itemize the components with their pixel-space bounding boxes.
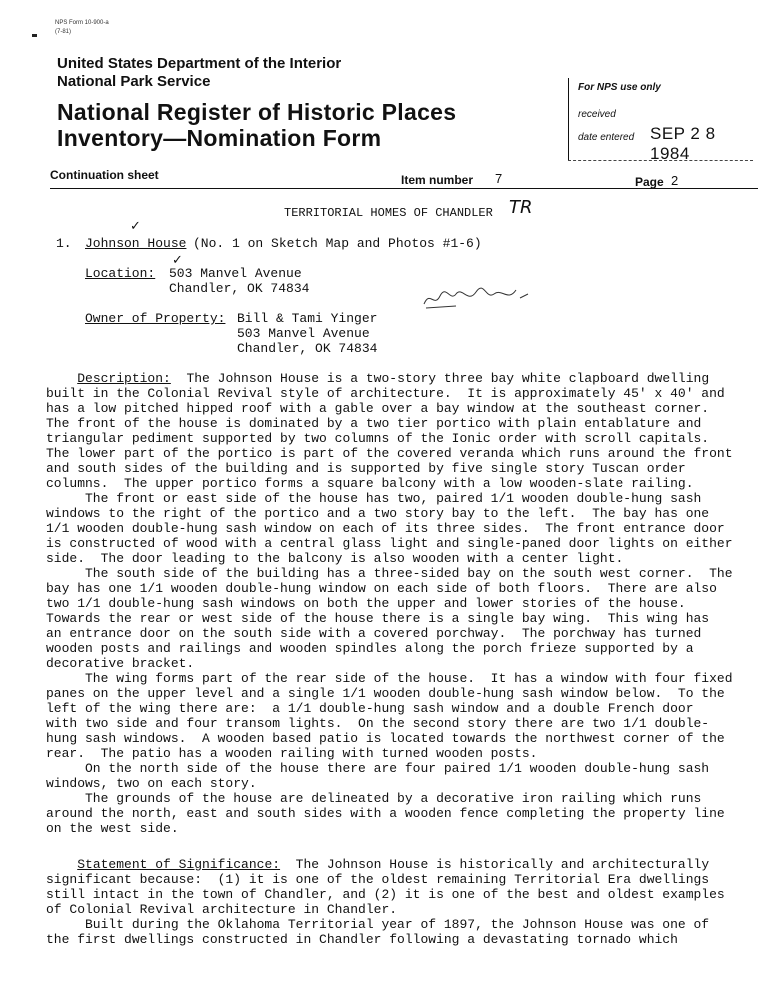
- agency-name: National Park Service: [57, 73, 211, 90]
- owner-label: Owner of Property:: [85, 311, 226, 326]
- text-line: side. The door leading to the balcony is also wooden with a center light.: [46, 551, 624, 566]
- item-number-value: 7: [495, 171, 503, 186]
- text-line: on the west side.: [46, 821, 179, 836]
- text-line: of Colonial Revival architecture in Chandler.: [46, 902, 398, 917]
- text-line: around the north, east and south sides with a wooden fence completing the property line: [46, 806, 725, 821]
- text-line: On the north side of the house there are four paired 1/1 wooden double-hung sash: [46, 761, 710, 776]
- margin-mark: [32, 34, 37, 37]
- text-line: windows to the right of the portico and a two story bay to the left. The bay has one: [46, 506, 710, 521]
- check-mark-icon: ✓: [130, 219, 141, 234]
- text-line: and south sides of the building and is supported by five single story Tuscan order: [46, 461, 686, 476]
- location-line2: Chandler, OK 74834: [169, 281, 310, 296]
- header-rule: [50, 188, 758, 189]
- text-line: still intact in the town of Chandler, and (2) it is one of the best and oldest examples: [46, 887, 725, 902]
- text-line: columns. The upper portico forms a square balcony with a low wooden-slate railing.: [46, 476, 694, 491]
- text-line: The grounds of the house are delineated by a decorative iron railing which runs: [46, 791, 702, 806]
- date-entered-stamp: SEP 2 8 1984: [650, 124, 716, 163]
- entry-name-note: (No. 1 on Sketch Map and Photos #1-6): [193, 236, 482, 251]
- location-line1: 503 Manvel Avenue: [169, 266, 302, 281]
- item-number-label: Item number: [401, 173, 474, 187]
- text-line: hung sash windows. A wooden based patio is located towards the northwest corner of the: [46, 731, 725, 746]
- text-line: 1/1 wooden double-hung sash window on each of its three sides. The front entrance door: [46, 521, 725, 536]
- received-label: received: [578, 109, 616, 120]
- text-line: significant because: (1) it is one of the oldest remaining Territorial Era dwellings: [46, 872, 710, 887]
- nps-box-title: For NPS use only: [578, 82, 661, 93]
- form-number: NPS Form 10-900-a: [55, 20, 109, 26]
- text-line: The front or east side of the house has two, paired 1/1 wooden double-hung sash: [46, 491, 702, 506]
- entry-number: 1.: [56, 236, 72, 251]
- location-label: Location:: [85, 266, 156, 281]
- date-entered-label: date entered: [578, 132, 635, 143]
- section-title: TERRITORIAL HOMES OF CHANDLER: [284, 206, 493, 220]
- text-line: with two side and four transom lights. On the second story there are two 1/1 double-: [46, 716, 710, 731]
- handwritten-note-scribble: [420, 282, 540, 312]
- handwritten-tr-mark: TR: [509, 197, 533, 218]
- check-mark-icon: ✓: [172, 253, 183, 268]
- text-line: is constructed of wood with a central glass light and single-paned door lights on either: [46, 536, 733, 551]
- text-line: The lower part of the portico is part of the covered veranda which runs around the front: [46, 446, 733, 461]
- text-line: rear. The patio has a wooden railing with turned wooden posts.: [46, 746, 538, 761]
- text-line: The wing forms part of the rear side of the house. It has a window with four fixed: [46, 671, 733, 686]
- nps-use-box: [568, 72, 753, 164]
- text-line: bay has one 1/1 wooden double-hung window on each side of both floors. There are also: [46, 581, 717, 596]
- text-line: wooden posts and railings and wooden spindles along the porch frieze supported by a: [46, 641, 694, 656]
- text-line: an entrance door on the south side with a covered porchway. The porchway has turned: [46, 626, 702, 641]
- text-line: windows, two on each story.: [46, 776, 257, 791]
- owner-line2: 503 Manvel Avenue: [237, 326, 370, 341]
- page-label: Page: [635, 175, 664, 189]
- text-line: left of the wing there are: a 1/1 double-hung sash window and a double French door: [46, 701, 694, 716]
- department-name: United States Department of the Interior: [57, 55, 342, 72]
- form-title-line1: National Register of Historic Places: [57, 99, 457, 125]
- page-number: 2: [671, 173, 679, 188]
- significance-first-line: Statement of Significance: The Johnson House is historically and architecturally: [77, 857, 710, 872]
- owner-line3: Chandler, OK 74834: [237, 341, 378, 356]
- text-line: Towards the rear or west side of the house there is a single bay wing. This wing has: [46, 611, 710, 626]
- text-line: two 1/1 double-hung sash windows on both the upper and lower stories of the house.: [46, 596, 686, 611]
- text-line: panes on the upper level and a single 1/1 wooden double-hung sash window below. To the: [46, 686, 725, 701]
- text-line: Built during the Oklahoma Territorial year of 1897, the Johnson House was one of: [46, 917, 710, 932]
- description-paragraph: [46, 371, 746, 836]
- form-title-line2: Inventory—Nomination Form: [57, 125, 382, 151]
- description-first-line: Description: The Johnson House is a two-story three bay white clapboard dwelling: [77, 371, 710, 386]
- entry-name: Johnson House: [85, 236, 187, 251]
- description-label: Description:: [77, 371, 171, 386]
- text-line: The front of the house is dominated by a two tier portico with plain entablature and: [46, 416, 702, 431]
- text-line: built in the Colonial Revival style of architecture. It is approximately 45' x 40' and: [46, 386, 725, 401]
- text-line: has a low pitched hipped roof with a gable over a bay window at the southeast corner.: [46, 401, 710, 416]
- text-line: decorative bracket.: [46, 656, 195, 671]
- significance-label: Statement of Significance:: [77, 857, 281, 872]
- continuation-sheet-label: Continuation sheet: [50, 168, 159, 182]
- owner-line1: Bill & Tami Yinger: [237, 311, 378, 326]
- form-date: (7-81): [55, 29, 72, 35]
- text-line: The south side of the building has a three-sided bay on the south west corner. The: [46, 566, 733, 581]
- text-line: the first dwellings constructed in Chandler following a devastating tornado which: [46, 932, 678, 947]
- text-line: triangular pediment supported by two columns of the Ionic order with scroll capitals.: [46, 431, 710, 446]
- significance-paragraph: [46, 857, 746, 947]
- nps-box-bracket: [568, 78, 569, 160]
